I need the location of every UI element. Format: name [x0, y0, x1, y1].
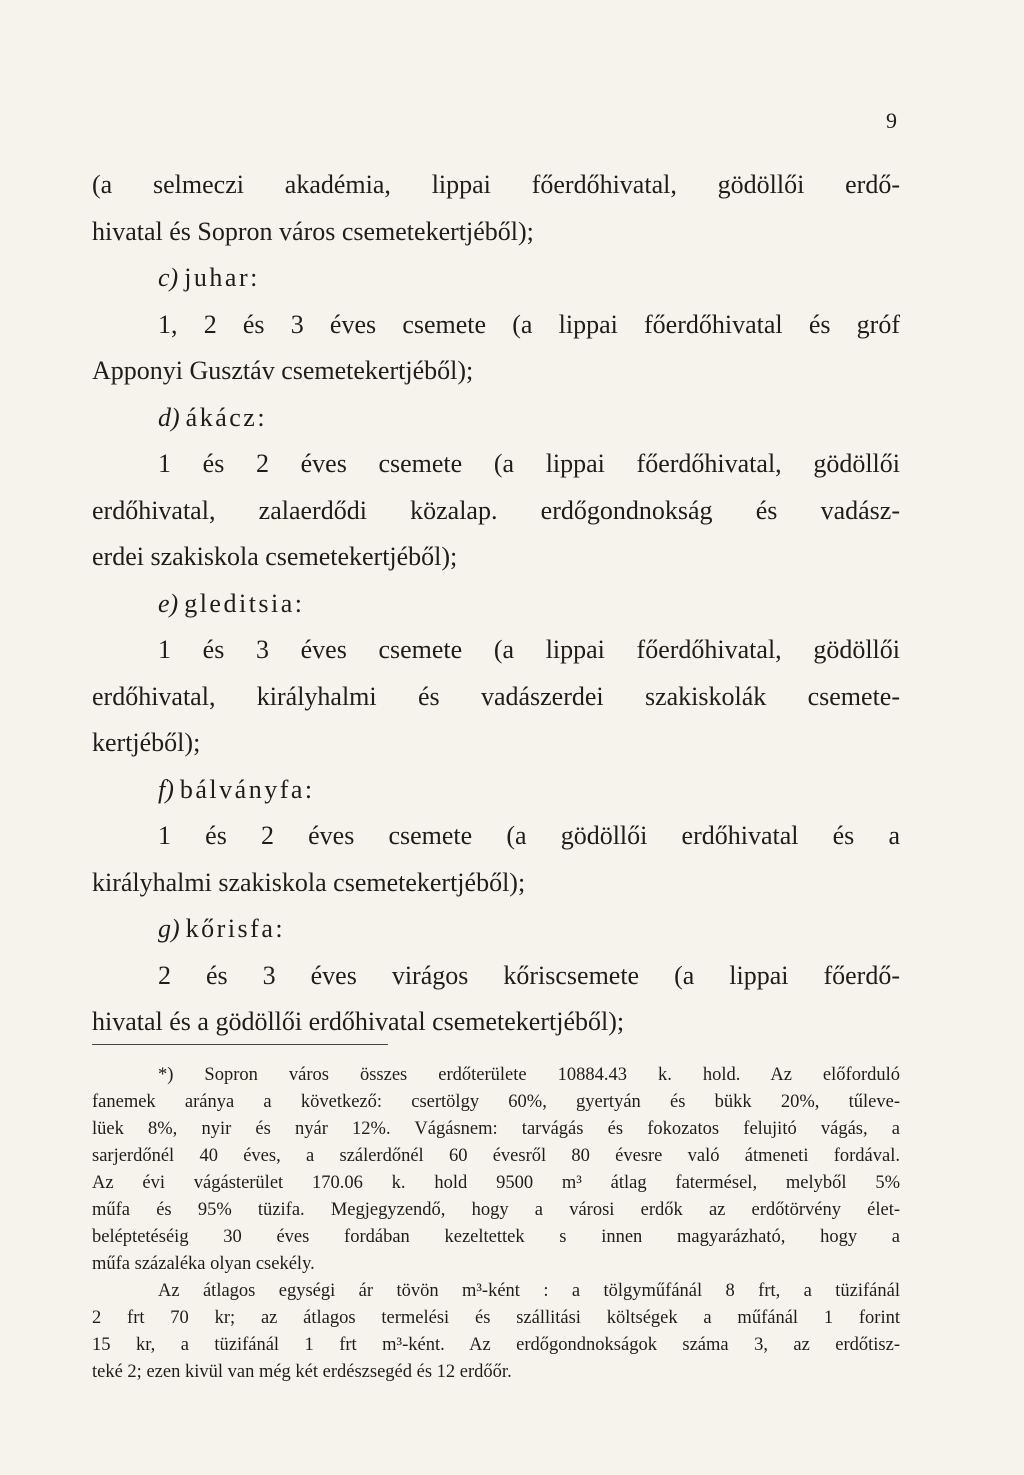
footnote-line: *) Sopron város összes erdőterülete 10884.43 k. hold. Az előforduló: [158, 1065, 900, 1085]
footnote-line: teké 2; ezen kivül van még két erdészsegéd és 12 erdőőr.: [92, 1362, 512, 1382]
footnote: [92, 1062, 900, 1386]
text-line: 1, 2 és 3 éves csemete (a lippai főerdőhivatal és gróf: [158, 309, 900, 339]
list-item-heading: [92, 906, 900, 953]
list-item-heading: [92, 767, 900, 814]
footnote-divider: [92, 1044, 388, 1045]
list-item-heading: [92, 581, 900, 628]
item-title: kőrisfa:: [185, 914, 286, 943]
text-line: 1 és 2 éves csemete (a gödöllői erdőhivatal és a: [158, 821, 900, 850]
footnote-line: lüek 8%, nyir és nyár 12%. Vágásnem: tarvágás és fokozatos felujitó vágás, a: [92, 1119, 900, 1139]
text-line: Apponyi Gusztáv csemetekertjéből);: [92, 356, 474, 385]
item-letter: d): [158, 402, 180, 432]
text-line: hivatal és a gödöllői erdőhivatal csemetekertjéből);: [92, 1007, 625, 1036]
footnote-line: sarjerdőnél 40 éves, a szálerdőnél 60 évesről 80 évesre való átmeneti fordával.: [92, 1146, 900, 1166]
footnote-line: Az átlagos egységi ár tövön m³-ként : a tölgyműfánál 8 frt, a tüzifánál: [158, 1281, 900, 1301]
text-line: 2 és 3 éves virágos kőriscsemete (a lippai főerdő-: [158, 960, 900, 990]
list-item-heading: [92, 395, 900, 442]
text-line: erdőhivatal, királyhalmi és vadászerdei szakiskolák csemete-: [92, 681, 900, 711]
text-line: erdei szakiskola csemetekertjéből);: [92, 542, 458, 571]
text-line: 1 és 3 éves csemete (a lippai főerdőhivatal, gödöllői: [158, 635, 900, 664]
item-letter: c): [158, 263, 179, 292]
footnote-line: beléptetéséig 30 éves fordában kezeltettek s innen magyarázható, hogy a: [92, 1227, 900, 1247]
text-line: hivatal és Sopron város csemetekertjéből);: [92, 216, 534, 246]
footnote-line: Az évi vágásterület 170.06 k. hold 9500 m³ átlag fatermésel, melyből 5%: [92, 1173, 900, 1193]
footnote-line: műfa és 95% tüzifa. Megjegyzendő, hogy a városi erdők az erdőtörvény élet-: [92, 1200, 900, 1220]
item-letter: e): [158, 588, 179, 618]
item-title: bálványfa:: [179, 774, 315, 804]
footnote-line: fanemek aránya a következő: csertölgy 60%, gyertyán és bükk 20%, tűleve-: [92, 1092, 900, 1112]
item-title: gleditsia:: [184, 588, 305, 618]
item-letter: f): [158, 774, 174, 804]
footnote-line: 15 kr, a tüzifánál 1 frt m³-ként. Az erdőgondnokságok száma 3, az erdőtisz-: [92, 1335, 900, 1355]
main-text: [92, 162, 900, 1046]
item-title: ákácz:: [185, 402, 268, 432]
text-line: királyhalmi szakiskola csemetekertjéből);: [92, 867, 526, 897]
text-line: kertjéből);: [92, 728, 201, 757]
footnote-line: 2 frt 70 kr; az átlagos termelési és szállitási költségek a műfánál 1 forint: [92, 1308, 900, 1328]
footnote-line: műfa százaléka olyan csekély.: [92, 1254, 315, 1274]
text-line: erdőhivatal, zalaerdődi közalap. erdőgondnokság és vadász-: [92, 495, 900, 525]
page-number: 9: [886, 108, 897, 133]
item-title: juhar:: [184, 263, 260, 292]
item-letter: g): [158, 914, 180, 943]
text-line: 1 és 2 éves csemete (a lippai főerdőhivatal, gödöllői: [158, 449, 900, 478]
list-item-heading: [92, 255, 900, 302]
text-line: (a selmeczi akadémia, lippai főerdőhivatal, gödöllői erdő-: [92, 170, 900, 199]
